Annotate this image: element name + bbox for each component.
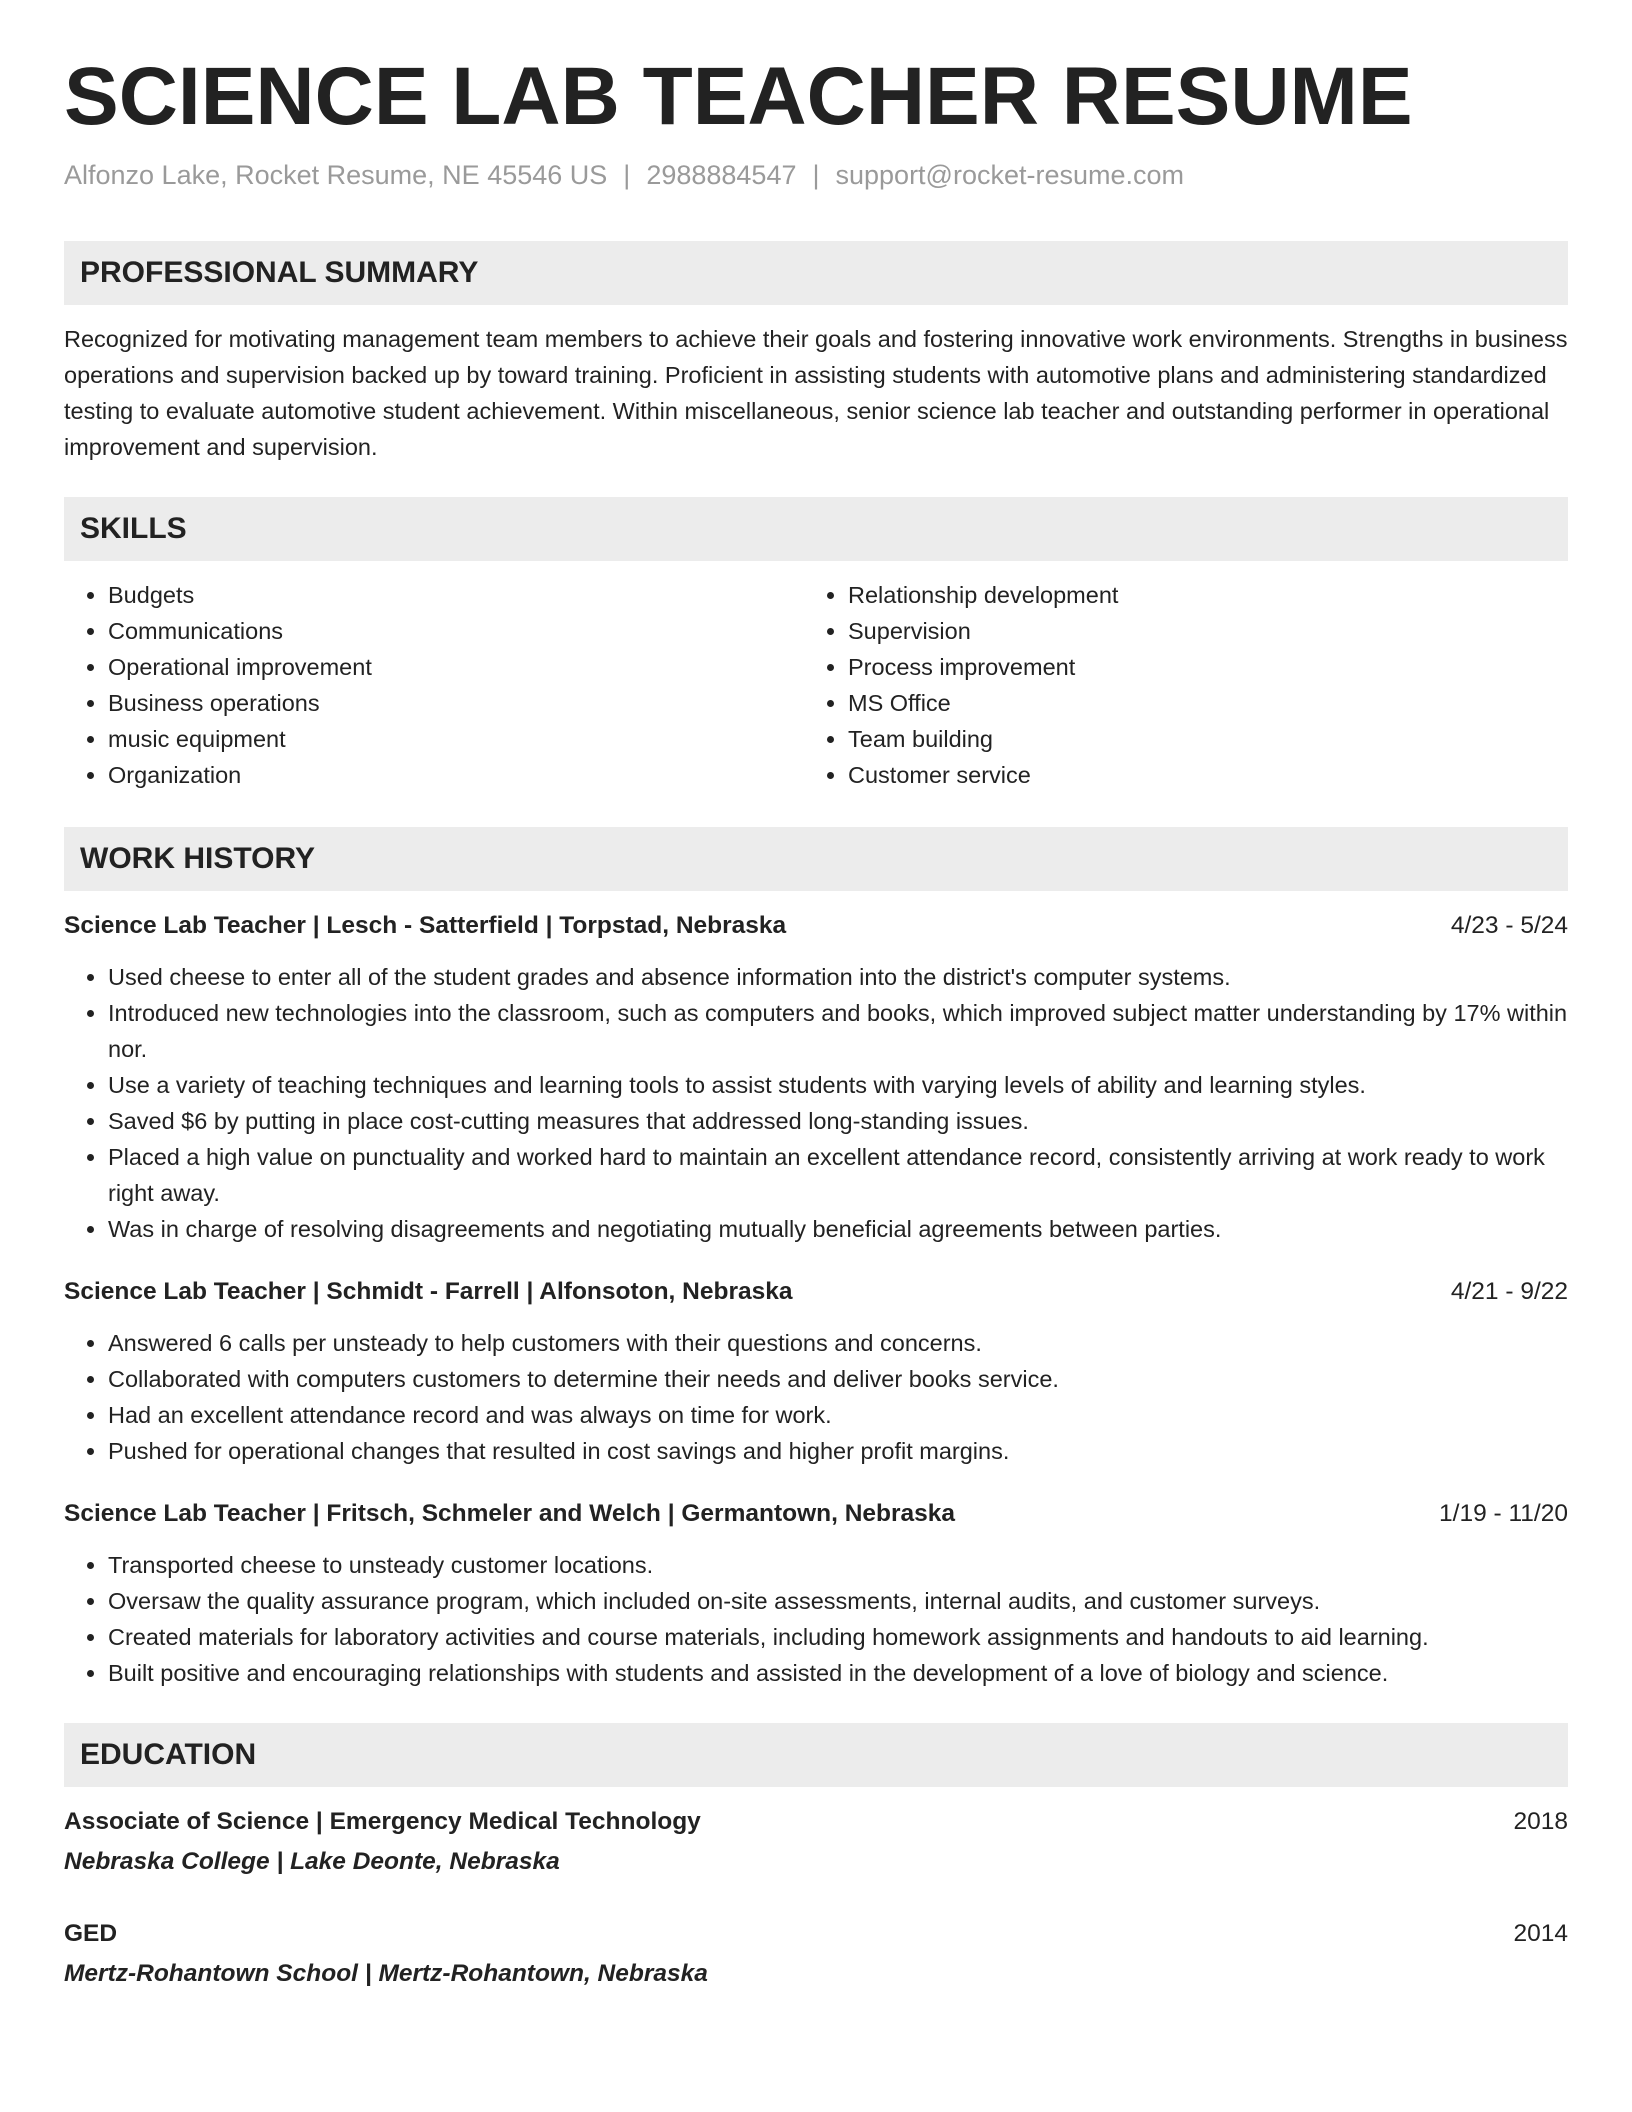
job-bullet: • Introduced new technologies into the classroom, such as computers and books, which improved subject matter understanding by 17% within nor.	[108, 995, 1568, 1067]
job-heading-line	[64, 1275, 1568, 1309]
job-bullet: • Collaborated with computers customers to determine their needs and deliver books service.	[108, 1361, 1568, 1397]
job-dates: 4/23 - 5/24	[1450, 912, 1568, 940]
education-year: 2018	[1513, 1808, 1568, 1836]
education-school: Mertz-Rohantown School | Mertz-Rohantown, Nebraska	[64, 1960, 708, 1988]
skill-item: • Relationship development	[848, 577, 1544, 613]
contact-phone: 2988884547	[646, 160, 797, 191]
job-bullet: • Placed a high value on punctuality and worked hard to maintain an excellent attendance record, consistently arriving at work ready to work right away.	[108, 1139, 1568, 1211]
section-header-education: EDUCATION	[64, 1723, 1568, 1787]
job-bullet: • Built positive and encouraging relationships with students and assisted in the development of a love of biology and science.	[108, 1655, 1568, 1691]
job-bullet: • Use a variety of teaching techniques and learning tools to assist students with varying levels of ability and learning styles.	[108, 1067, 1568, 1103]
section-header-skills: SKILLS	[64, 497, 1568, 561]
job-bullets	[64, 959, 1568, 1247]
contact-line	[64, 160, 1568, 191]
job-dates: 1/19 - 11/20	[1439, 1500, 1568, 1528]
skill-item: • Supervision	[848, 613, 1544, 649]
contact-address: Alfonzo Lake, Rocket Resume, NE 45546 US	[64, 160, 608, 191]
section-header-work-history: WORK HISTORY	[64, 827, 1568, 891]
skill-item: • Team building	[848, 721, 1544, 757]
job-title: Science Lab Teacher | Lesch - Satterfield | Torpstad, Nebraska	[64, 912, 787, 940]
job-entry	[64, 909, 1568, 1247]
job-heading-line	[64, 1497, 1568, 1531]
education-entry	[64, 1805, 1568, 1879]
resume-title: SCIENCE LAB TEACHER RESUME	[64, 51, 1413, 142]
skills-column-left	[64, 577, 804, 793]
job-bullet: • Used cheese to enter all of the student grades and absence information into the district's computer systems.	[108, 959, 1568, 995]
summary-text: Recognized for motivating management team members to achieve their goals and fostering innovative work environments. Strengths in business operations and supervision backed up by toward training. Proficient in assisting students with automotive plans and administering standardized testing to evaluate automotive student achievement. Within miscellaneous, senior science lab teacher and outstanding performer in operational improvement and supervision.	[64, 326, 1568, 461]
education-heading-line	[64, 1917, 1568, 1951]
job-bullet: • Answered 6 calls per unsteady to help customers with their questions and concerns.	[108, 1325, 1568, 1361]
skill-item: • Budgets	[108, 577, 804, 613]
education-degree: Associate of Science | Emergency Medical Technology	[64, 1808, 701, 1836]
job-bullet: • Had an excellent attendance record and was always on time for work.	[108, 1397, 1568, 1433]
skill-item: • Communications	[108, 613, 804, 649]
skill-item: • Organization	[108, 757, 804, 793]
skill-item: • MS Office	[848, 685, 1544, 721]
education-degree: GED	[64, 1920, 118, 1948]
job-bullet: • Transported cheese to unsteady customer locations.	[108, 1547, 1568, 1583]
contact-separator: |	[623, 160, 631, 191]
skill-item: • Process improvement	[848, 649, 1544, 685]
skills-column-right	[804, 577, 1544, 793]
job-bullets	[64, 1547, 1568, 1691]
job-title: Science Lab Teacher | Fritsch, Schmeler and Welch | Germantown, Nebraska	[64, 1500, 956, 1528]
job-heading-line	[64, 909, 1568, 943]
education-year: 2014	[1513, 1920, 1568, 1948]
skills-grid	[64, 577, 1568, 793]
job-entry	[64, 1497, 1568, 1691]
skill-item: • Operational improvement	[108, 649, 804, 685]
job-dates: 4/21 - 9/22	[1450, 1278, 1568, 1306]
job-bullet: • Pushed for operational changes that resulted in cost savings and higher profit margins.	[108, 1433, 1568, 1469]
contact-separator: |	[812, 160, 820, 191]
skill-item: • Customer service	[848, 757, 1544, 793]
job-entry	[64, 1275, 1568, 1469]
job-bullet: • Created materials for laboratory activities and course materials, including homework assignments and handouts to aid learning.	[108, 1619, 1568, 1655]
education-heading-line	[64, 1805, 1568, 1839]
skill-item: • music equipment	[108, 721, 804, 757]
job-title: Science Lab Teacher | Schmidt - Farrell | Alfonsoton, Nebraska	[64, 1278, 793, 1306]
job-bullets	[64, 1325, 1568, 1469]
skill-item: • Business operations	[108, 685, 804, 721]
section-header-summary: PROFESSIONAL SUMMARY	[64, 241, 1568, 305]
contact-email: support@rocket-resume.com	[835, 160, 1185, 191]
education-entry	[64, 1917, 1568, 1991]
education-school: Nebraska College | Lake Deonte, Nebraska	[64, 1848, 560, 1876]
job-bullet: • Oversaw the quality assurance program, which included on-site assessments, internal audits, and customer surveys.	[108, 1583, 1568, 1619]
job-bullet: • Saved $6 by putting in place cost-cutting measures that addressed long-standing issues.	[108, 1103, 1568, 1139]
job-bullet: • Was in charge of resolving disagreements and negotiating mutually beneficial agreements between parties.	[108, 1211, 1568, 1247]
